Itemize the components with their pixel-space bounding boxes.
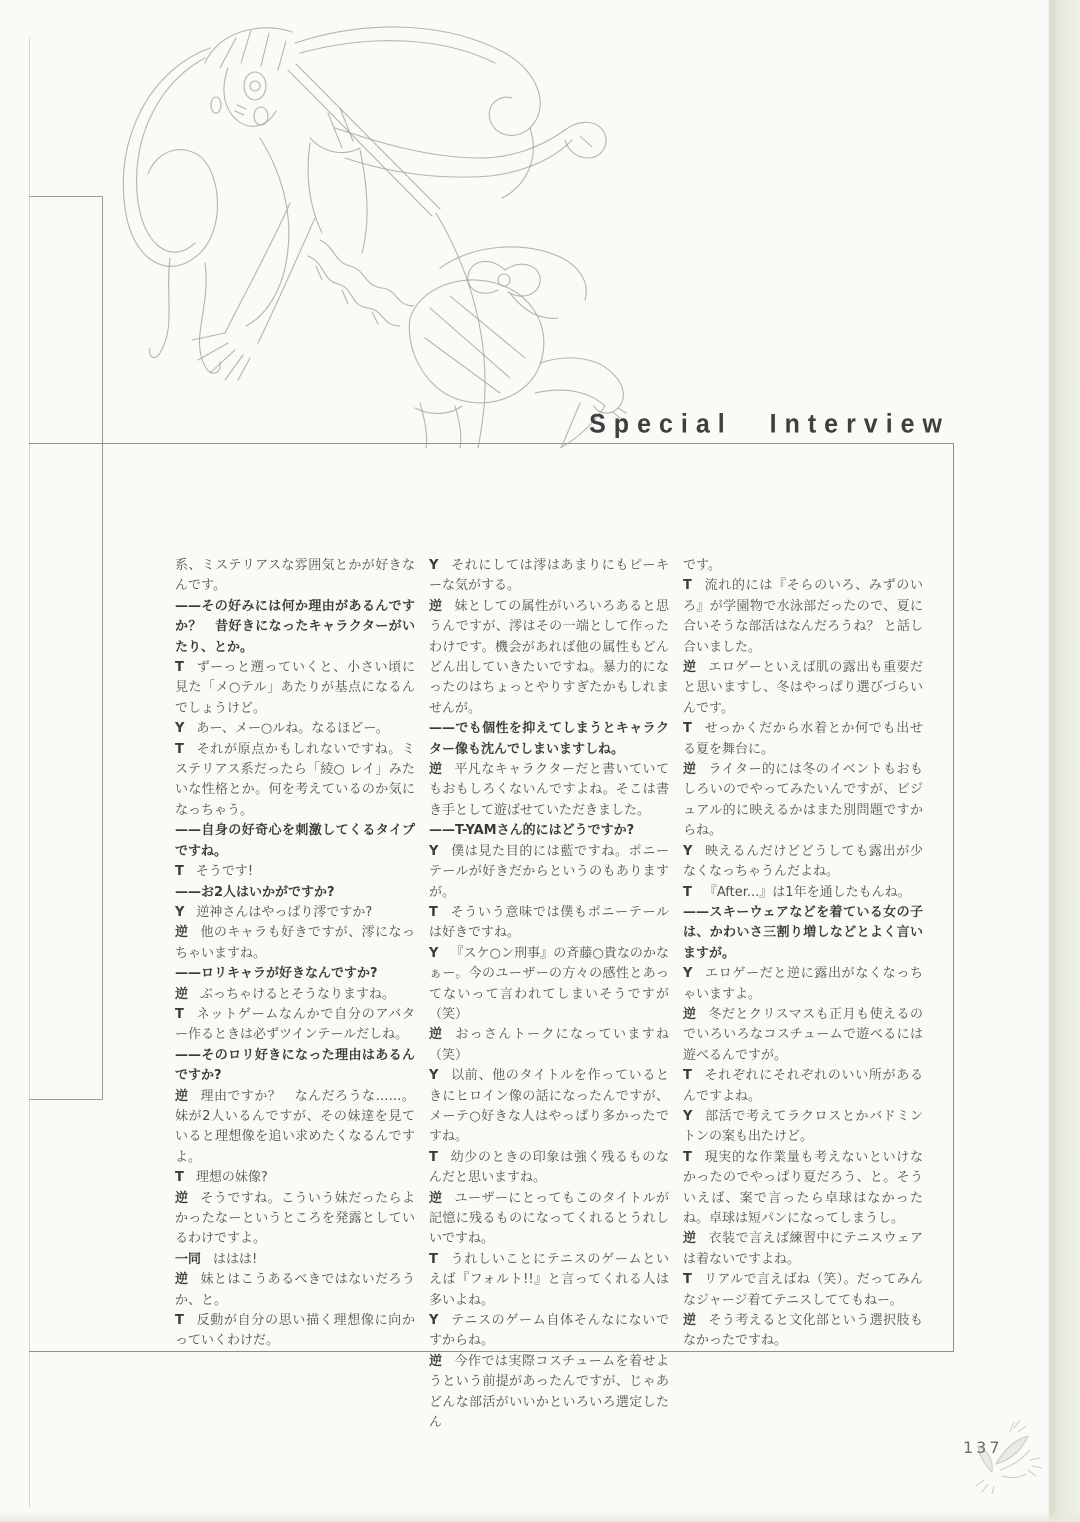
speaker-label: 逆 [683, 762, 697, 778]
speaker-label: T [683, 1149, 692, 1165]
dialogue-paragraph: Y エロゲーだと逆に露出がなくなっちゃいますよ。 [683, 966, 923, 1002]
speaker-label: Y [683, 966, 693, 982]
speaker-label: 逆 [175, 925, 189, 941]
speaker-label: 逆 [683, 660, 697, 676]
interviewer-question: ——その好みには何か理由があるんですか？ 昔好きになったキャラクターがいたり、とか。 [175, 598, 415, 655]
speaker-label: 逆 [429, 1190, 443, 1206]
speaker-label: 逆 [429, 1353, 443, 1369]
speaker-label: T [175, 864, 184, 880]
dialogue-paragraph: Y あー、メー○ルね。なるほどー。 [175, 719, 415, 739]
speaker-label: Y [175, 904, 185, 920]
dialogue-paragraph: T そういう意味では僕もポニーテールは好きですね。 [429, 904, 669, 941]
speaker-label: 逆 [683, 1231, 697, 1247]
interviewer-question: ——自身の好奇心を刺激してくるタイプですね。 [175, 823, 415, 859]
character-illustration [110, 8, 670, 448]
speaker-label: Y [683, 1108, 693, 1124]
speaker-label: T [683, 578, 692, 594]
speaker-label: 逆 [175, 1190, 189, 1206]
speaker-label: T [683, 1068, 692, 1084]
page-title: Special Interview [589, 408, 950, 440]
speaker-label: 逆 [683, 1313, 697, 1329]
dialogue-paragraph: Y 逆神さんはやっぱり澪ですか? [175, 903, 415, 923]
speaker-label: T [429, 1251, 438, 1267]
speaker-label: Y [683, 843, 693, 859]
speaker-label: T [683, 1272, 692, 1288]
speaker-label: 逆 [175, 1088, 189, 1104]
speaker-label: Y [429, 558, 439, 573]
scan-edge-bottom [0, 1512, 1080, 1522]
dialogue-paragraph: T ずーっと遡っていくと、小さい頃に見た「メ○テル」あたりが基点になるんでしょうけど。 [175, 660, 415, 716]
dialogue-paragraph: T 流れ的には『そらのいろ、みずのいろ』が学園物で水泳部だったので、夏に合いそうな部活はなんだろうね？ と話し合いました。 [683, 578, 923, 655]
dialogue-paragraph: Y 『スケ○ン刑事』の斉藤○貴なのかなぁー。今のユーザーの方々の感性とあってないって言われてしまいそうですが（笑） [429, 945, 669, 1022]
dialogue-paragraph: T せっかくだから水着とか何でも出せる夏を舞台に。 [683, 721, 923, 757]
speaker-label: T [175, 1313, 184, 1329]
dialogue-paragraph: 逆 冬だとクリスマスも正月も使えるのでいろいろなコスチュームで遊べるには遊べるんですが。 [683, 1006, 923, 1063]
dialogue-paragraph: 逆 妹としての属性がいろいろあると思うんですが、澪はその一端として作ったわけです。機会があれば他の属性もどんどん出していきたいですね。暴力的になったのはちょっとやりすぎたかもしれませんが。 [429, 598, 669, 716]
dialogue-paragraph: 逆 衣装で言えば練習中にテニスウェアは着ないですよね。 [683, 1231, 923, 1267]
speaker-label: 逆 [175, 1272, 189, 1288]
interviewer-question: ——T-YAMさん的にはどうですか? [429, 823, 635, 839]
speaker-label: 逆 [175, 986, 189, 1002]
speaker-label: Y [175, 721, 185, 737]
dialogue-paragraph: T そうです! [175, 862, 415, 882]
dialogue-paragraph: 逆 ぶっちゃけるとそうなりますね。 [175, 985, 415, 1005]
dialogue-paragraph: T うれしいことにテニスのゲームといえば『フォルト!!』と言ってくれる人は多いよね。 [429, 1251, 669, 1308]
dialogue-paragraph: Y それにしては澪はあまりにもピーキーな気がする。 [429, 558, 669, 594]
dialogue-continuation: 系、ミステリアスな雰囲気とかが好きなんです。 [175, 558, 415, 594]
dialogue-paragraph: 逆 エロゲーといえば肌の露出も重要だと思いますし、冬はやっぱり選びづらいんです。 [683, 660, 923, 716]
speaker-label: Y [429, 1313, 439, 1329]
interviewer-question: ——ロリキャラが好きなんですか? [175, 966, 378, 982]
dialogue-paragraph: 逆 今作では実際コスチュームを着せようという前提があったんですが、じゃあどんな部活がいいかといろいろ選定したん [429, 1353, 669, 1431]
dialogue-paragraph: Y 部活で考えてラクロスとかバドミントンの案も出たけど。 [683, 1108, 923, 1145]
dialogue-paragraph: 逆 妹とはこうあるべきではないだろうか、と。 [175, 1272, 415, 1308]
speaker-label: T [175, 1006, 184, 1022]
speaker-label: 逆 [429, 762, 443, 778]
speaker-label: 逆 [683, 1006, 697, 1022]
dialogue-paragraph: 逆 他のキャラも好きですが、澪になっちゃいますね。 [175, 925, 415, 961]
dialogue-paragraph: T 現実的な作業量も考えないといけなかったのでやっぱり夏だろう、と。そういえば、案で言ったら卓球はなかったね。卓球は短パンになってしまうし。 [683, 1149, 923, 1226]
dialogue-continuation: です。 [683, 558, 721, 573]
dialogue-paragraph: 逆 おっさんトークになっていますね（笑） [429, 1027, 669, 1063]
dialogue-paragraph: Y 映えるんだけどどうしても露出が少なくなっちゃうんだよね。 [683, 843, 923, 880]
interviewer-question: ——でも個性を抑えてしまうとキャラクター像も沈んでしまいますしね。 [429, 721, 669, 757]
dialogue-paragraph: Y テニスのゲーム自体そんなにないですからね。 [429, 1313, 669, 1349]
speaker-label: T [175, 741, 184, 757]
interview-column-1 [175, 556, 415, 1433]
interviewer-question: ——そのロリ好きになった理由はあるんですか? [175, 1047, 415, 1084]
speaker-label: T [175, 1170, 184, 1186]
page-number: 137 [963, 1438, 1003, 1457]
speaker-label: 逆 [429, 598, 443, 614]
speaker-label: Y [429, 945, 439, 961]
speaker-label: 一同 [175, 1251, 202, 1267]
interview-column-3 [683, 556, 923, 1433]
dialogue-paragraph: 逆 そうですね。こういう妹だったらよかったなーというところを発露としているわけですよ。 [175, 1190, 415, 1247]
dialogue-paragraph: T それが原点かもしれないですね。ミステリアス系だったら「綾○ レイ」みたいな性格とか。何を考えているのか気になっちゃう。 [175, 741, 415, 818]
interviewer-question: ——お2人はいかがですか? [175, 884, 335, 900]
scan-edge-right [1048, 0, 1080, 1522]
dialogue-paragraph: T 理想の妹像? [175, 1168, 415, 1188]
dialogue-paragraph: 逆 そう考えると文化部という選択肢もなかったですね。 [683, 1313, 923, 1349]
speaker-label: Y [429, 1068, 439, 1084]
speaker-label: Y [429, 843, 439, 859]
speaker-label: T [429, 1149, 438, 1165]
dialogue-paragraph: 逆 平凡なキャラクターだと書いていてもおもしろくないんですよね。そこは書き手として遊ばせていただきました。 [429, 762, 669, 818]
dialogue-paragraph: T それぞれにそれぞれのいい所があるんですよね。 [683, 1068, 923, 1104]
speaker-label: T [683, 884, 692, 900]
interviewer-question: ——スキーウェアなどを着ている女の子は、かわいさ三割り増しなどとよく言いますが。 [683, 904, 923, 961]
dialogue-paragraph: T 反動が自分の思い描く理想像に向かっていくわけだ。 [175, 1313, 415, 1349]
interview-columns [175, 556, 923, 1433]
speaker-label: T [683, 721, 692, 737]
speaker-label: T [429, 904, 438, 920]
speaker-label: T [175, 660, 184, 676]
dialogue-paragraph: T リアルで言えばね（笑）。だってみんなジャージ着てテニスしててもねー。 [683, 1272, 923, 1308]
dialogue-paragraph: T ネットゲームなんかで自分のアバター作るときは必ずツインテールだしね。 [175, 1006, 415, 1043]
dialogue-paragraph: 逆 ユーザーにとってもこのタイトルが記憶に残るものになってくれるとうれしいですね。 [429, 1190, 669, 1247]
dialogue-paragraph: T 幼少のときの印象は強く残るものなんだと思いますね。 [429, 1149, 669, 1186]
speaker-label: 逆 [429, 1027, 443, 1043]
dialogue-paragraph: Y 以前、他のタイトルを作っているときにヒロイン像の話になったんですが、メーテ○好きな人はやっぱり多かったですね。 [429, 1068, 669, 1145]
dialogue-paragraph: 逆 ライター的には冬のイベントもおもしろいのでやってみたいんですが、ビジュアル的に映えるかはまた別問題ですからね。 [683, 762, 923, 839]
dialogue-paragraph: 一同 ははは! [175, 1250, 415, 1270]
dialogue-paragraph: T 『After...』は1年を通したもんね。 [683, 883, 923, 903]
dialogue-paragraph: 逆 理由ですか？ なんだろうな……。妹が2人いるんですが、その妹達を見ていると理想像を追い求めたくなるんですよ。 [175, 1088, 415, 1165]
interview-column-2 [429, 556, 669, 1433]
dialogue-paragraph: Y 僕は見た目的には藍ですね。ポニーテールが好きだからというのもありますが。 [429, 843, 669, 900]
